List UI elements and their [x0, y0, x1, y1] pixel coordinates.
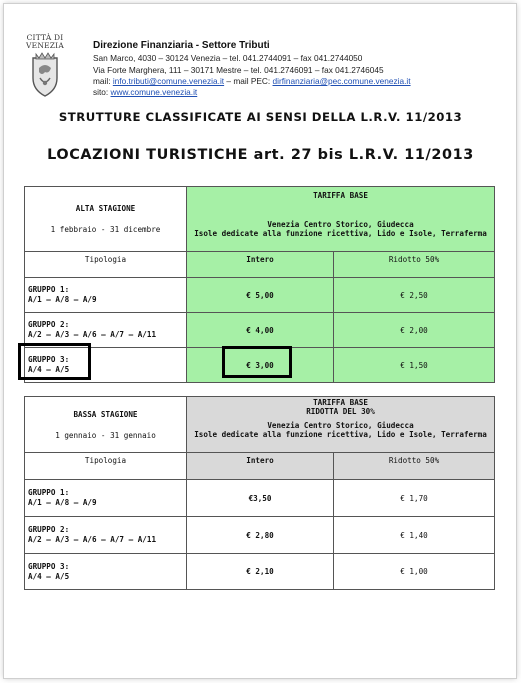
group-name: GRUPPO 2:	[28, 320, 70, 329]
col-ridotto: Ridotto 50%	[334, 252, 495, 278]
ridotto-value: € 1,70	[334, 480, 495, 517]
zone-line-2: Isole dedicate alla funzione ricettiva, Lido e Isole, Terraferma	[194, 430, 487, 439]
col-intero: Intero	[187, 252, 334, 278]
col-ridotto: Ridotto 50%	[334, 453, 495, 480]
group-name: GRUPPO 3:	[28, 561, 70, 571]
intero-value: € 2,10	[187, 554, 334, 590]
ridotto-value: € 2,00	[334, 313, 495, 348]
group-categories: A/2 – A/3 – A/6 – A/7 – A/11	[28, 330, 157, 339]
table-row	[25, 554, 495, 590]
pec-label: – mail PEC:	[224, 75, 273, 86]
tariff-title: TARIFFA BASE	[313, 191, 368, 200]
season-cell	[25, 187, 187, 252]
column-header-row	[25, 252, 495, 278]
zone-line-2: Isole dedicate alla funzione ricettiva, Lido e Isole, Terraferma	[194, 229, 487, 238]
document-subtitle: LOCAZIONI TURISTICHE art. 27 bis L.R.V. 11/2013	[47, 147, 474, 163]
season-period: 1 febbraio - 31 dicembre	[50, 225, 161, 234]
document-title: STRUTTURE CLASSIFICATE AI SENSI DELLA L.R.V. 11/2013	[58, 110, 463, 124]
intero-value: € 4,00	[187, 313, 334, 348]
intero-value: € 3,00	[187, 348, 334, 383]
table-row	[25, 517, 495, 554]
col-tipologia: Tipologia	[25, 252, 187, 278]
letterhead	[93, 40, 411, 98]
pec-link[interactable]: dirfinanziaria@pec.comune.venezia.it	[272, 75, 411, 86]
table-row	[25, 278, 495, 313]
group-cell	[25, 278, 187, 313]
season-label: ALTA STAGIONE	[75, 204, 136, 213]
group-categories: A/4 – A/5	[28, 365, 70, 374]
season-cell	[25, 397, 187, 453]
table-row	[25, 480, 495, 517]
group-name: GRUPPO 3:	[28, 355, 70, 364]
table-header-row	[25, 397, 495, 453]
site-link[interactable]: www.comune.venezia.it	[110, 87, 198, 98]
address-line-2: Via Forte Marghera, 111 – 30171 Mestre – tel. 041.2746091 – fax 041.2746045	[93, 64, 384, 75]
intero-value: € 2,80	[187, 517, 334, 554]
ridotto-value: € 1,40	[334, 517, 495, 554]
site-label: sito:	[93, 87, 111, 98]
table-row	[25, 313, 495, 348]
logo-text: CITTÀ DI VENEZIA	[26, 33, 64, 50]
bassa-stagione-table	[24, 396, 495, 590]
group-cell	[25, 554, 187, 590]
zone-line-1: Venezia Centro Storico, Giudecca	[267, 220, 414, 229]
ridotto-value: € 1,00	[334, 554, 495, 590]
group-name: GRUPPO 1:	[28, 488, 70, 497]
highlight-box-gruppo3	[18, 343, 91, 380]
address-line-1: San Marco, 4030 – 30124 Venezia – tel. 041.2744091 – fax 041.2744050	[93, 53, 363, 64]
group-categories: A/1 – A/8 – A/9	[28, 498, 97, 507]
organization-name: Direzione Finanziaria - Settore Tributi	[93, 40, 270, 51]
ridotto-value: € 1,50	[334, 348, 495, 383]
season-period: 1 gennaio - 31 gennaio	[55, 430, 156, 440]
intero-value: € 5,00	[187, 278, 334, 313]
group-name: GRUPPO 1:	[28, 285, 70, 294]
tariff-title: TARIFFA BASE	[313, 398, 368, 407]
tariff-header-cell	[187, 187, 495, 252]
highlight-box-price	[222, 346, 292, 378]
group-categories: A/2 – A/3 – A/6 – A/7 – A/11	[28, 535, 157, 544]
zone-line-1: Venezia Centro Storico, Giudecca	[267, 421, 414, 430]
col-tipologia: Tipologia	[25, 453, 187, 480]
mail-label: mail:	[93, 75, 113, 86]
coat-of-arms-icon	[27, 52, 63, 98]
group-name: GRUPPO 2:	[28, 525, 70, 534]
ridotto-value: € 2,50	[334, 278, 495, 313]
col-intero: Intero	[187, 453, 334, 480]
tariff-subtitle: RIDOTTA DEL 30%	[306, 407, 375, 416]
mail-link[interactable]: info.tributi@comune.venezia.it	[112, 75, 225, 86]
intero-value: €3,50	[187, 480, 334, 517]
season-label: BASSA STAGIONE	[73, 409, 138, 419]
mail-line	[93, 76, 411, 87]
group-categories: A/1 – A/8 – A/9	[28, 295, 97, 304]
table-header-row	[25, 187, 495, 252]
site-line	[93, 87, 411, 98]
group-cell	[25, 517, 187, 554]
city-logo	[22, 34, 68, 98]
tariff-header-cell	[187, 397, 495, 453]
column-header-row	[25, 453, 495, 480]
group-categories: A/4 – A/5	[28, 571, 70, 581]
group-cell	[25, 480, 187, 517]
